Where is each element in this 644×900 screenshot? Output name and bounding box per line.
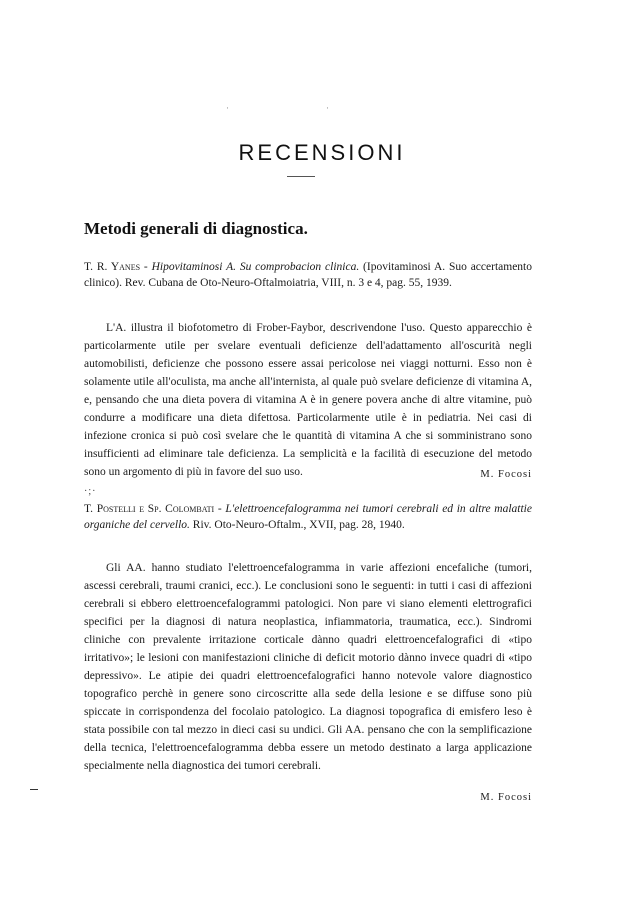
review1-signature: M. Focosi [480,469,532,480]
review1-work-title: Hipovitaminosi A. Su comprobacion clinica. [151,261,360,273]
page-title: RECENSIONI [238,140,406,165]
review1-body [84,319,532,481]
review2-signature: M. Focosi [480,792,532,803]
review2-authors: T. Postelli e Sp. Colombati [84,503,215,515]
review1-citation [84,259,532,291]
review1-body-text: L'A. illustra il biofotometro di Frober-Faybor, descrivendone l'uso. Questo apparecchio è particolarmente utile per svelare eventuali deficienze dell'adattamento all'oscurità negli automobilisti, deficienze che possono essere assai pericolose nei viaggi notturni. Esso non è solamente utile all'oculista, ma anche all'internista, al quale può svelare deficienze di vitamina A, e, pensando che una dieta povera di vitamina A è in genere povera anche di altre vitamine, può condurre a modificare una dieta difettosa. Particolarmente utile è in pediatria. Nei casi di infezione cronica si può così svelare che le quantità di vitamina A che si somministrano sono insufficienti ad eliminare tale deficienza. La semplicità e la facilità di esecuzione del metodo sono un argomento di più in favore del suo uso. [84,322,532,478]
review2-body-text: Gli AA. hanno studiato l'elettroencefalogramma in varie affezioni encefaliche (tumori, ascessi cerebrali, traumi cranici, ecc.). Le conclusioni sono le seguenti: in tutti i casi di affezioni cerebrali si ebbero elettroencefalogrammi patologici. Non pare vi siano elementi elettrografici specifici per la diagnosi di natura neoplastica, infiammatoria, traumatica, ecc.). Sindromi cliniche con prevalente irritazione corticale dànno quadri elettroencefalografici di «tipo irritativo»; le lesioni con manifestazioni cliniche di deficit motorio dànno invece quadri di «tipo depressivo». Le atipie dei quadri elettroencefalografici hanno notevole valore diagnostico topografico perchè in genere sono circoscritte alla sede della lesione e se diffuse sono più spiccate in corrispondenza del focolaio patologico. La diagnosi topografica di emisfero leso è stata possibile con tal mezzo in dieci casi su undici. Gli AA. pensano che con la semplificazione della tecnica, l'elettroencefalogramma debba essere un metodo destinato a larga applicazione specialmente nella diagnostica dei tumori cerebrali. [84,562,532,772]
review2-separator: - [214,503,226,515]
review1-citation-rest: (Ipovitaminosi A. Suo accertamento clinico). Rev. Cubana de Oto-Neuro-Oftalmoiatria, VIII, n. 3 e 4, pag. 55, 1939. [84,261,532,289]
review2-work-title: L'elettroencefalogramma nei tumori cerebrali ed in altre malattie organiche del cervello. [84,503,532,531]
scan-marks: ·;· [84,486,97,497]
scan-speck: · [326,103,329,113]
review2-body [84,559,532,775]
review1-separator: - [140,261,152,273]
review1-author: T. R. Yanes [84,261,141,273]
margin-dash [30,789,38,790]
title-rule [287,176,315,177]
scan-speck: · [226,103,229,113]
review2-citation [84,501,532,533]
review2-citation-rest: Riv. Oto-Neuro-Oftalm., XVII, pag. 28, 1940. [189,519,405,531]
section-heading: Metodi generali di diagnostica. [84,219,308,238]
